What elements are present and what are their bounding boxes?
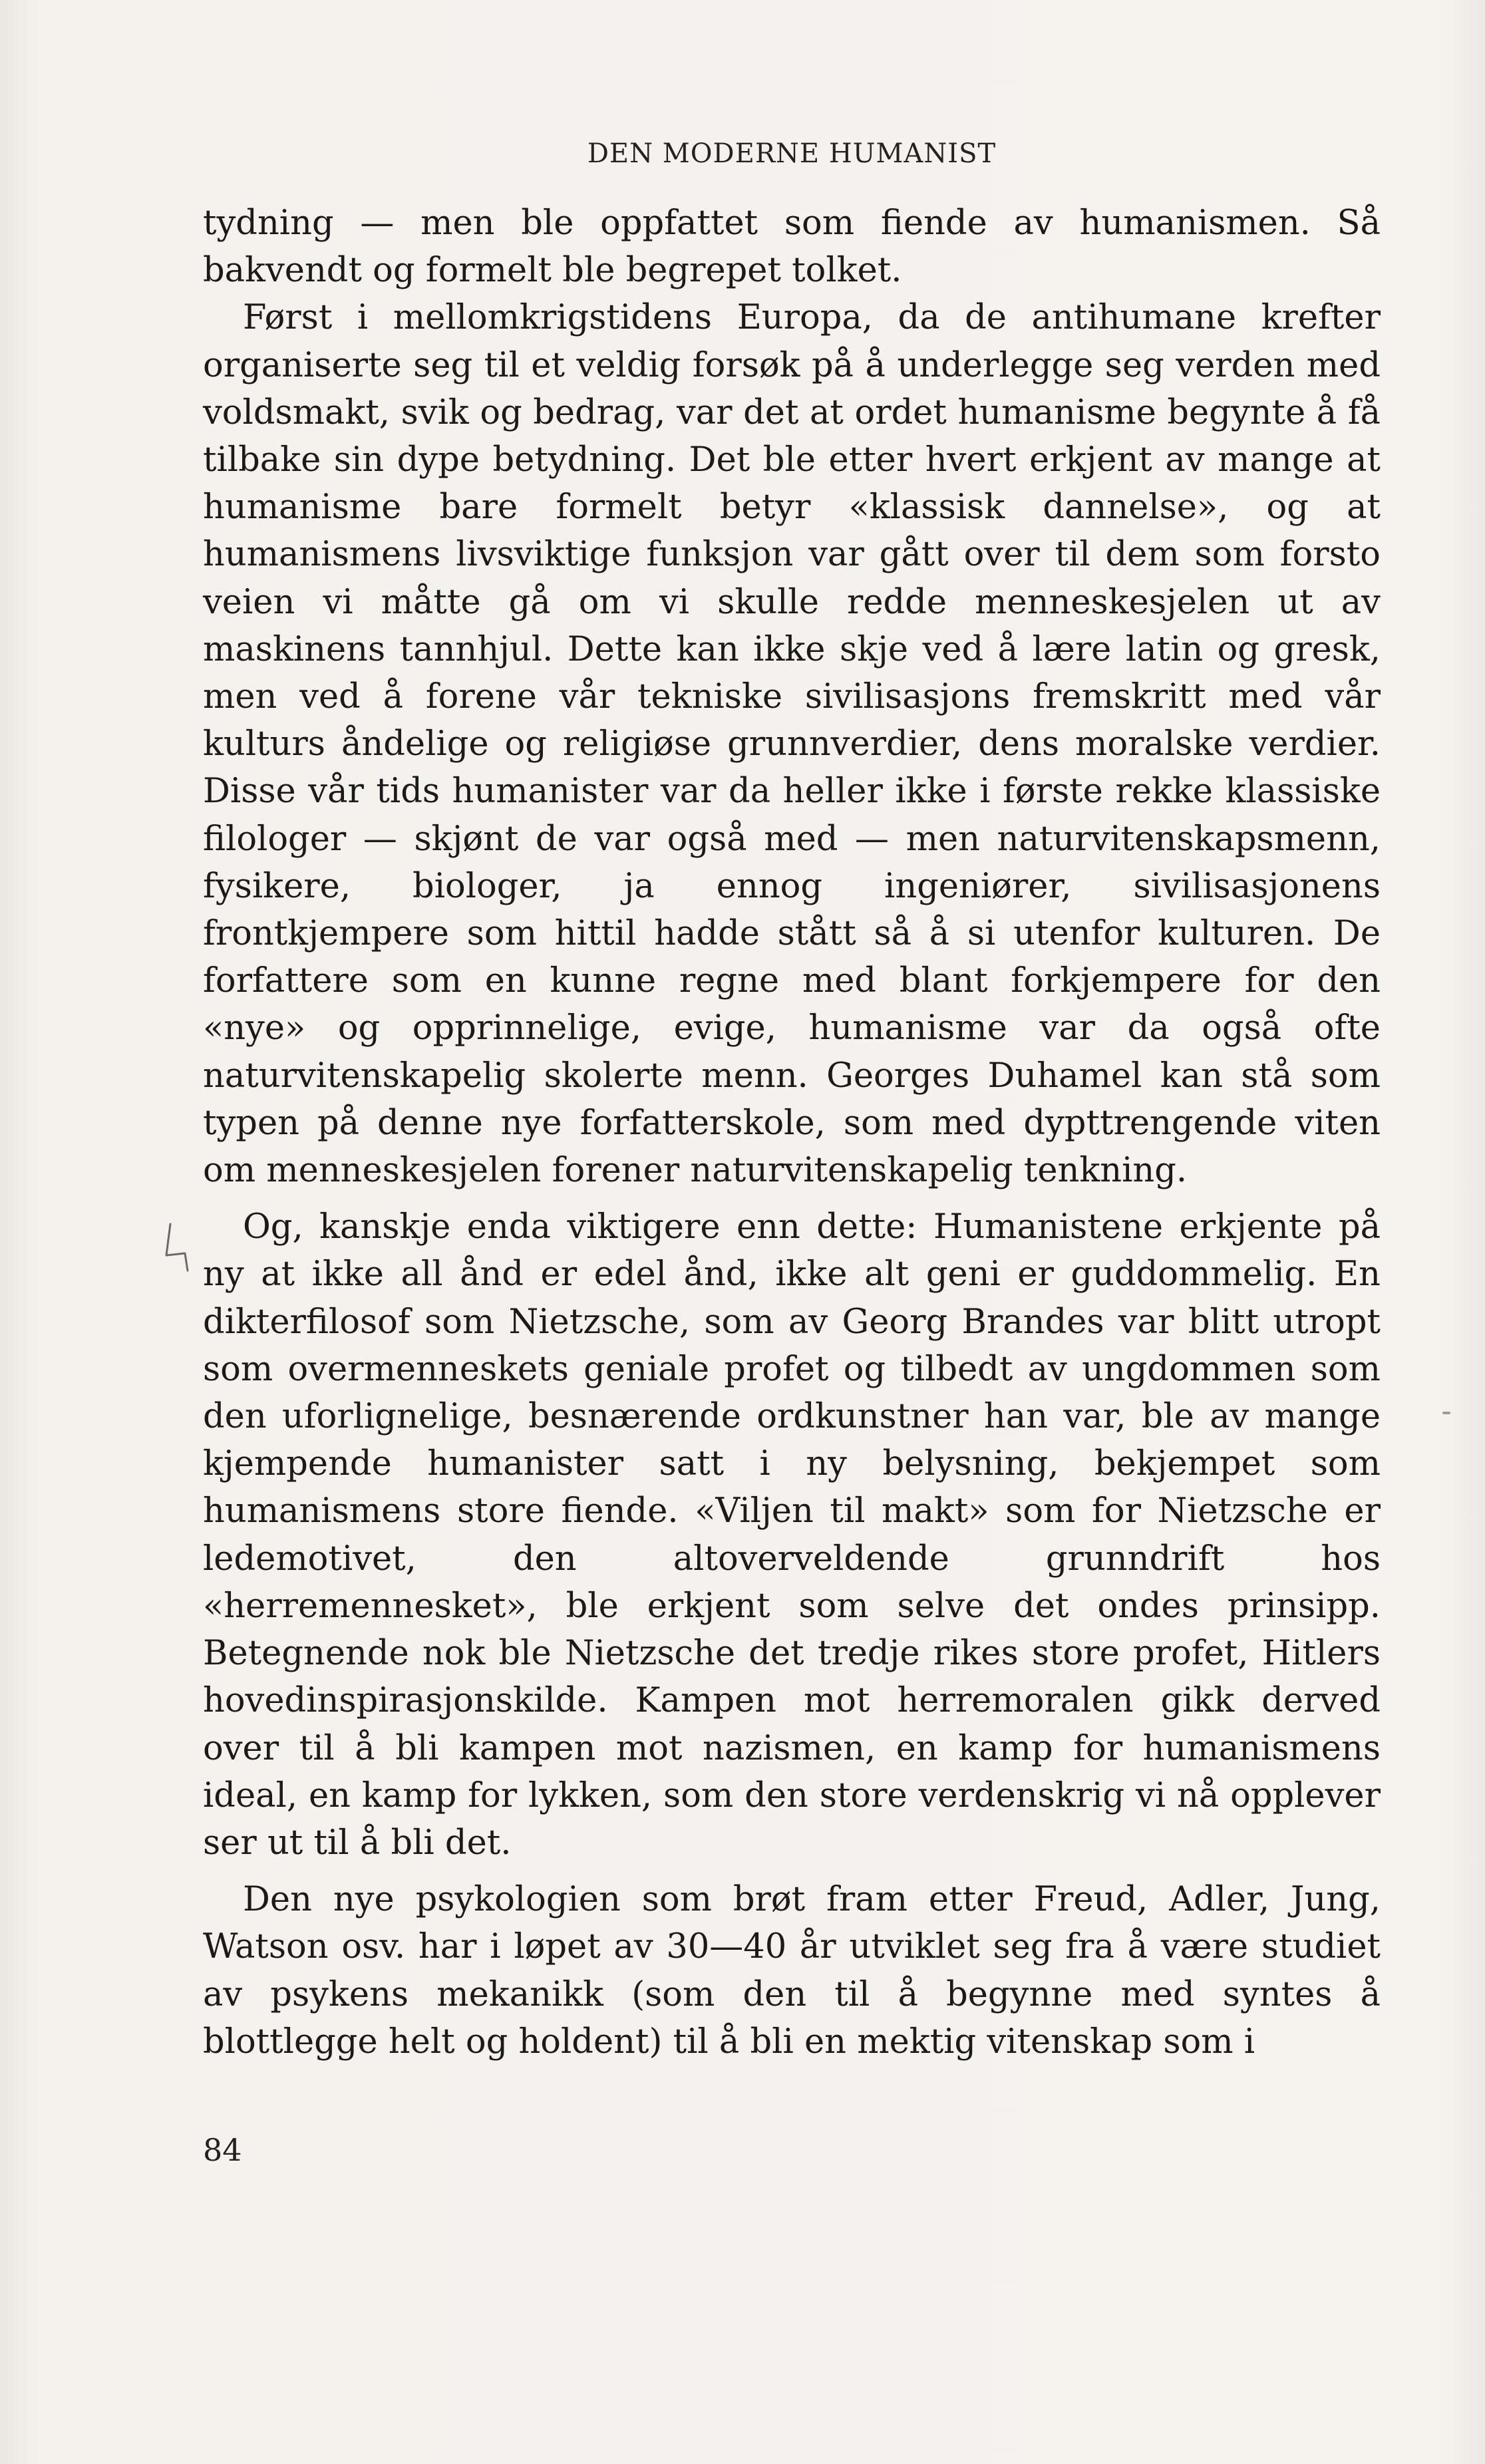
body-text [203, 200, 1381, 2066]
running-header: DEN MODERNE HUMANIST [587, 138, 997, 169]
page-number: 84 [203, 2132, 242, 2168]
handwritten-margin-mark-icon [158, 1219, 198, 1279]
paper-speck [1442, 1412, 1450, 1414]
paragraph: Og, kanskje enda viktigere enn dette: Humanistene erkjente på ny at ikke all ånd er edel ånd, ikke alt geni er guddommelig. En dikterfilosof som Nietzsche, som av Georg Brandes var blitt utropt som overmenneskets geniale profet og tilbedt av ungdommen som den uforlignelige, besnærende ordkunstner han var, ble av mange kjempende humanister satt i ny belysning, bekjempet som humanismens store fiende. «Viljen til makt» som for Nietzsche er ledemotivet, den altoverveldende grunndrift hos «herremennesket», ble erkjent som selve det ondes prinsipp. Betegnende nok ble Nietzsche det tredje rikes store profet, Hitlers hovedinspirasjonskilde. Kampen mot herremoralen gikk derved over til å bli kampen mot nazismen, en kamp for humanismens ideal, en kamp for lykken, som den store verdenskrig vi nå opplever ser ut til å bli det. [203, 1207, 1381, 1863]
paragraph: Først i mellomkrigstidens Europa, da de antihumane krefter organiserte seg til et veldig forsøk på å underlegge seg verden med voldsmakt, svik og bedrag, var det at ordet humanisme begynte å få tilbake sin dype betydning. Det ble etter hvert erkjent av mange at humanisme bare formelt betyr «klassisk dannelse», og at humanismens livsviktige funksjon var gått over til dem som forsto veien vi måtte gå om vi skulle redde menneskesjelen ut av maskinens tannhjul. Dette kan ikke skje ved å lære latin og gresk, men ved å forene vår tekniske sivilisasjons fremskritt med vår kulturs åndelige og religiøse grunnverdier, dens moralske verdier. Disse vår tids humanister var da heller ikke i første rekke klassiske filologer — skjønt de var også med — men naturvitenskapsmenn, fysikere, biologer, ja ennog ingeniører, sivilisasjonens frontkjempere som hittil hadde stått så å si utenfor kulturen. De forfattere som en kunne regne med blant forkjempere for den «nye» og opprinnelige, evige, humanisme var da også ofte naturvitenskapelig skolerte menn. Georges Duhamel kan stå som typen på denne nye forfatterskole, som med dypttrengende viten om menneskesjelen forener naturvitenskapelig tenkning. [203, 298, 1381, 1191]
paragraph: Den nye psykologien som brøt fram etter Freud, Adler, Jung, Watson osv. har i løpet av 30—40 år utviklet seg fra å være studiet av psykens mekanikk (som den til å begynne med syntes å blottlegge helt og holdent) til å bli en mektig vitenskap som i [203, 1880, 1381, 2062]
paragraph-continued: tydning — men ble oppfattet som fiende av humanismen. Så bakvendt og formelt ble begrepet tolket. [203, 204, 1381, 291]
